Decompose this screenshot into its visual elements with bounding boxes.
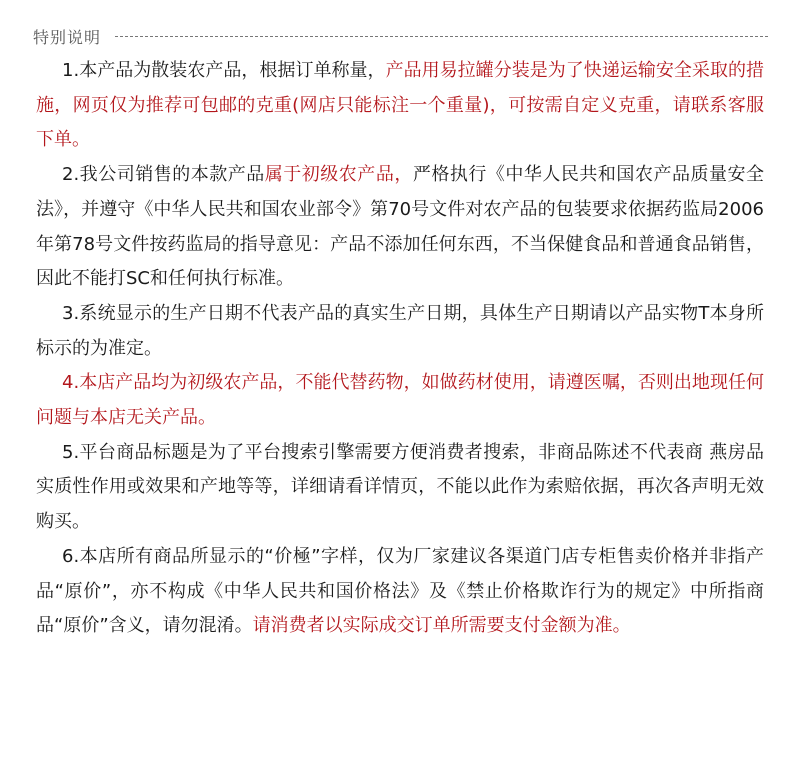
paragraph-2-text-start: 2.我公司销售的本款产品 [62,164,265,186]
paragraph-6-text: 6.本店所有商品所显示的“价極”字样，仅为厂家建议各渠道门店专柜售卖价格并非指产品“原价”，亦不构成《中华人民共和国价格法》及《禁止价格欺诈行为的规定》中所指商品“原价”含义，请勿混淆。 [36,545,764,637]
paragraph-1-highlight: 产品用易拉罐分装是为了快递运输安全采取的措施，网页仅为推荐可包邮的克重(网店只能标注一个重量)，可按需自定义克重，请联系客服下单。 [36,60,764,151]
paragraph-3-text: 3.系统显示的生产日期不代表产品的真实生产日期，具体生产日期请以产品实物T本身所标示的为准定。 [36,302,764,359]
notice-paragraph-6 [36,540,764,644]
notice-title: 特别说明 [33,27,102,47]
notice-body [36,54,764,644]
notice-paragraph-5 [36,436,764,540]
notice-paragraph-4 [36,366,764,435]
notice-paragraph-1 [36,54,764,158]
dashed-divider [115,36,768,37]
paragraph-1-text: 1.本产品为散装农产品，根据订单称量， [62,60,386,81]
paragraph-6-highlight: 请消费者以实际成交订单所需要支付金额为准。 [252,615,631,637]
paragraph-2-text-end: 严格执行《中华人民共和国农产品质量安全法》，并遵守《中华人民共和国农业部令》第70号文件对农产品的包装要求依据药监局2006年第78号文件按药监局的指导意见：产品不添加任何东西，不当保健食品和普通食品销售，因此不能打SC和任何执行标准。 [36,164,764,290]
paragraph-5-text: 5.平台商品标题是为了平台搜索引擎需要方便消费者搜索，非商品陈述不代表商 燕房品实质性作用或效果和产地等等，详细请看详情页，不能以此作为索赔依据，再次各声明无效购买。 [36,441,764,533]
paragraph-2-highlight: 属于初级农产品， [264,164,413,186]
paragraph-4-highlight: 4.本店产品均为初级农产品，不能代替药物，如做药材使用，请遵医嘱，否则出地现任何问题与本店无关产品。 [36,372,764,429]
notice-header [33,24,768,48]
notice-paragraph-2 [36,158,764,297]
notice-paragraph-3 [36,297,764,366]
